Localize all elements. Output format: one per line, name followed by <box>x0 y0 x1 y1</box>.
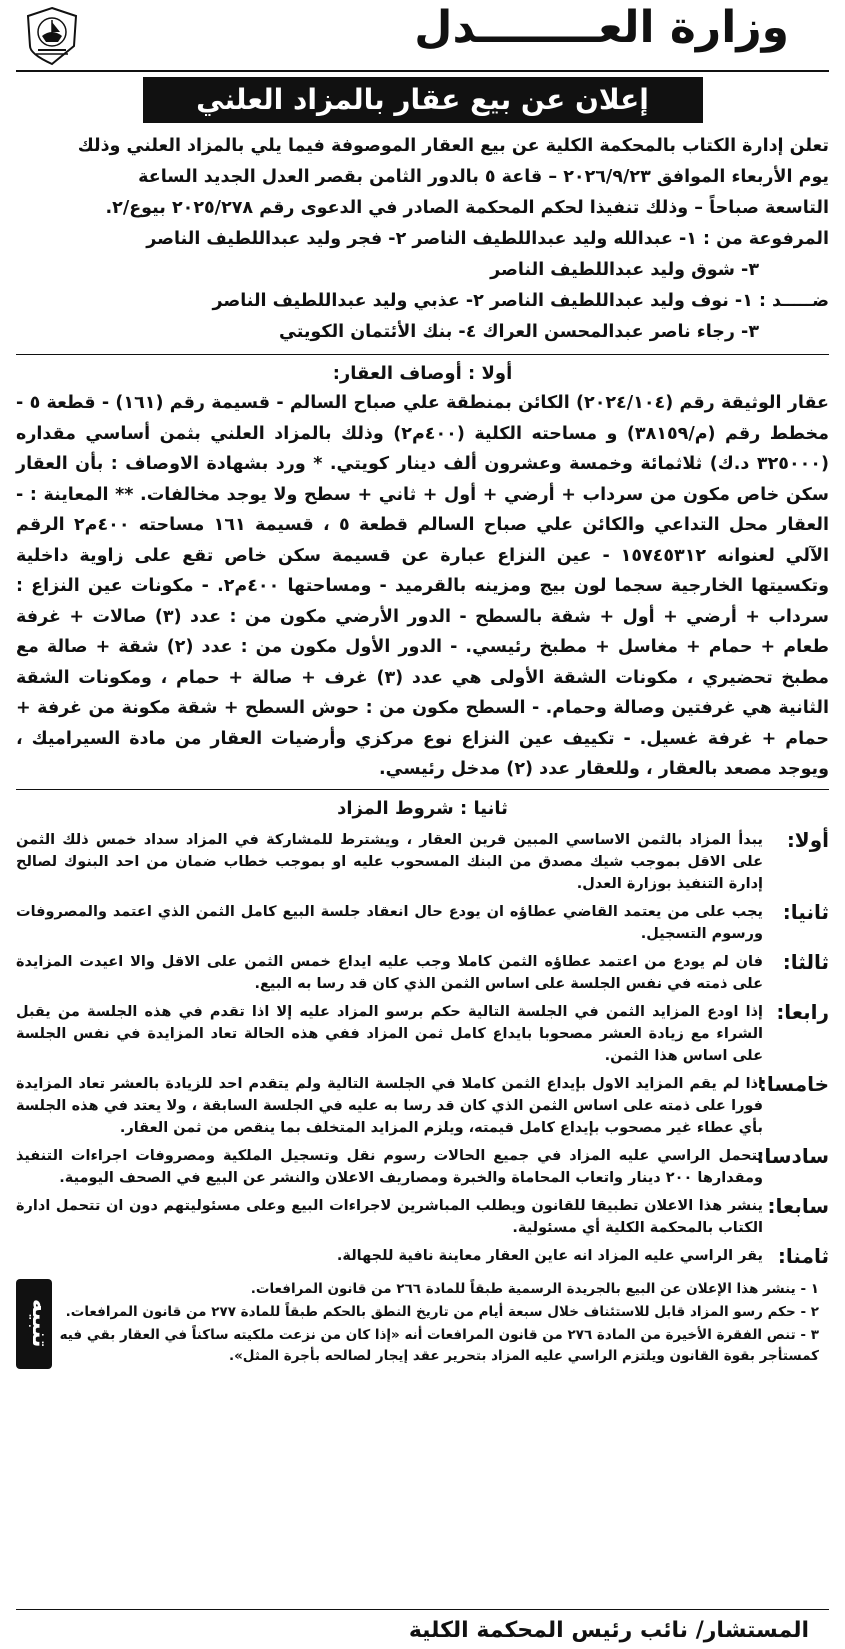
intro-paragraph <box>16 131 829 348</box>
defendants-line: ضـــــد : ١- نوف وليد عبداللطيف الناصر ٢- عذبي وليد عبداللطيف الناصر <box>212 291 829 311</box>
notice-list <box>52 1279 829 1369</box>
property-description-text: عقار الوثيقة رقم (٢٠٢٤/١٠٤) الكائن بمنطقة علي صباح السالم - قسيمة رقم (١٦١) - قطعة ٥ - مخطط رقم (م/٣٨١٥٩) و مساحته الكلية (٤٠٠م٢) وذلك بالمزاد العلني بثمن أساسي مقداره (٣٢٥٠٠٠ د.ك) ثلاثمائة وخمسة وعشرون ألف دينار كويتي. * ورد بشهادة الاوصاف : بأن العقار سكن خاص مكون من سرداب + أرضي + أول + ثاني + سطح ولا يوجد مخالفات. ** المعاينة : - العقار محل التداعي والكائن علي صباح السالم قطعة ٥ ، قسيمة ١٦١ مساحته ٤٠٠م٢ الرقم الآلي لعنوانه ١٥٧٤٥٣١٢ - عين النزاع عبارة عن قسيمة سكن خاص تقع على زاوية داخلية وتكسيتها الخارجية سجما لون بيج ومزينه بالقرميد - ومساحتها ٤٠٠م٢. - مكونات عين النزاع : سرداب + أرضي + أول + شقة بالسطح - الدور الأرضي مكون من : عدد (٣) صالات + غرفة طعام + حمام + مغاسل + مطبخ رئيسي. - الدور الأول مكون من : عدد (٢) شقة + صالة مع مطبخ تحضيري ، مكونات الشقة الأولى هي عدد (٣) غرف + صالة + حمام ، ومكونات الشقة الثانية هي غرفتين وصالة وحمام. - السطح مكون من : حوش السطح + شقة مكونة من غرفة + حمام + غرفة غسيل. - تكييف عين النزاع نوع مركزي وأرضيات العقار من مادة السيراميك ، ويوجد مصعد بالعقار ، وللعقار عدد (٢) مدخل رئيسي. <box>16 393 830 779</box>
term-text: يبدأ المزاد بالثمن الاساسي المبين قرين العقار ، ويشترط للمشاركة في المزاد سداد خمس ذلك الثمن على الاقل بموجب شيك مصدق من البنك المسحوب عليه او بموجب خطاب ضمان من احد البنوك لصالح إدارة التنفيذ بوزارة العدل. <box>16 831 763 892</box>
auction-term <box>16 829 829 895</box>
term-text: يتحمل الراسي عليه المزاد في جميع الحالات رسوم نقل وتسجيل الملكية ومصروفات اجراءات التنفيذ ومقدارها ٢٠٠ دينار واتعاب المحاماة والخبرة ومصاريف الاعلان والنشر عن البيع في الصحف اليومية. <box>16 1147 763 1186</box>
masthead <box>16 0 829 72</box>
property-description-heading: أولا : أوصاف العقار: <box>332 363 513 384</box>
section-divider <box>16 789 829 823</box>
term-label: رابعا: <box>776 999 829 1024</box>
term-label: ثانيا: <box>782 899 829 924</box>
term-text: إذا اودع المزايد الثمن في الجلسة التالية حكم برسو المزاد عليه إلا اذا تقدم في هذه الجلسة من يقبل الشراء مع زيادة العشر مصحوبا بايداع كامل ثمن المزاد ففي هذه الحالة تعاد المزايدة في نفس الجلسة على اساس هذا الثمن. <box>16 1003 763 1064</box>
notice-item: ١ - ينشر هذا الإعلان عن البيع بالجريدة الرسمية طبقاً للمادة ٢٦٦ من قانون المرافعات. <box>250 1280 819 1297</box>
auction-term <box>16 951 829 995</box>
term-text: فان لم يودع من اعتمد عطاؤه الثمن كاملا وجب عليه ايداع خمس الثمن على الاقل والا اعيدت المزايدة على ذمته في نفس الجلسة على اساس الثمن الذي كان قد رسا به البيع. <box>16 953 763 992</box>
notice-item: ٢ - حكم رسو المزاد قابل للاستئناف خلال سبعة أيام من تاريخ النطق بالحكم طبقاً للمادة ٢٧٧ من قانون المرافعات. <box>65 1303 819 1320</box>
term-label: ثالثا: <box>782 949 829 974</box>
term-text: يقر الراسي عليه المزاد انه عاين العقار معاينة نافية للجهالة. <box>336 1247 763 1264</box>
term-text: اذا لم يقم المزايد الاول بإيداع الثمن كاملا في الجلسة التالية ولم يتقدم احد للزيادة بالعشر تعاد المزايدة فورا على ذمته على اساس الثمن الذي كان قد رسا به عليه في الجلسة السابقة ، ولا يعتد في هذه الجلسة بأي عطاء غير مصحوب بإيداع كامل قيمته، ويلزم المزايد المتخلف بما ينقص من ثمن العقار. <box>16 1075 763 1136</box>
signature-footer <box>16 1609 829 1643</box>
kuwait-emblem-icon <box>24 6 80 66</box>
auction-term <box>16 1195 829 1239</box>
intro-line: يوم الأربعاء الموافق ٢٠٢٦/٩/٢٣ – قاعة ٥ بالدور الثامن بقصر العدل الجديد الساعة <box>138 167 829 187</box>
term-text: يجب على من يعتمد القاضي عطاؤه ان يودع حال انعقاد جلسة البيع كامل الثمن الذي اعتمد والمصروفات ورسوم التسجيل. <box>16 903 763 942</box>
notice-item: ٣ - تنص الفقرة الأخيرة من المادة ٢٧٦ من قانون المرافعات أنه «إذا كان من نزعت ملكيته ساكناً في العقار بقي فيه كمستأجر بقوة القانون ويلتزم الراسي عليه المزاد بتحرير عقد إيجار لصالحه بأجرة المثل». <box>59 1326 819 1364</box>
intro-line: تعلن إدارة الكتاب بالمحكمة الكلية عن بيع العقار الموصوفة فيما يلي بالمزاد العلني وذلك <box>77 136 829 156</box>
term-text: ينشر هذا الاعلان تطبيقا للقانون ويطلب المباشرين لاجراءات البيع وعلى مسئوليتهم دون ان تتحمل ادارة الكتاب بالمحكمة الكلية أي مسئولية. <box>16 1197 763 1236</box>
ministry-title: وزارة العــــــــدل <box>414 2 789 53</box>
plaintiffs-continued: ٣- شوق وليد عبداللطيف الناصر <box>490 260 759 280</box>
announcement-title-banner: إعلان عن بيع عقار بالمزاد العلني <box>143 77 703 123</box>
intro-line: التاسعة صباحاً – وذلك تنفيذا لحكم المحكمة الصادر في الدعوى رقم ٢٠٢٥/٢٧٨ بيوع/٢. <box>105 198 829 218</box>
auction-terms-heading: ثانيا : شروط المزاد <box>337 797 508 819</box>
signature-line: المستشار/ نائب رئيس المحكمة الكلية <box>408 1618 809 1643</box>
notice-box <box>16 1279 829 1369</box>
term-label: سادسا: <box>756 1143 829 1168</box>
auction-term <box>16 1001 829 1067</box>
auction-terms-list <box>16 829 829 1267</box>
defendants-continued: ٣- رجاء ناصر عبدالمحسن العراك ٤- بنك الأئتمان الكويتي <box>279 322 759 342</box>
auction-term <box>16 1245 829 1267</box>
term-label: ثامنا: <box>777 1243 829 1268</box>
notice-tab-label: تنبيه <box>16 1279 52 1369</box>
auction-term <box>16 901 829 945</box>
auction-term <box>16 1145 829 1189</box>
term-label: أولا: <box>786 827 829 852</box>
auction-term <box>16 1073 829 1139</box>
term-label: سابعا: <box>767 1193 829 1218</box>
plaintiffs-line: المرفوعة من : ١- عبدالله وليد عبداللطيف الناصر ٢- فجر وليد عبداللطيف الناصر <box>146 229 829 249</box>
term-label: خامسا: <box>758 1071 829 1096</box>
